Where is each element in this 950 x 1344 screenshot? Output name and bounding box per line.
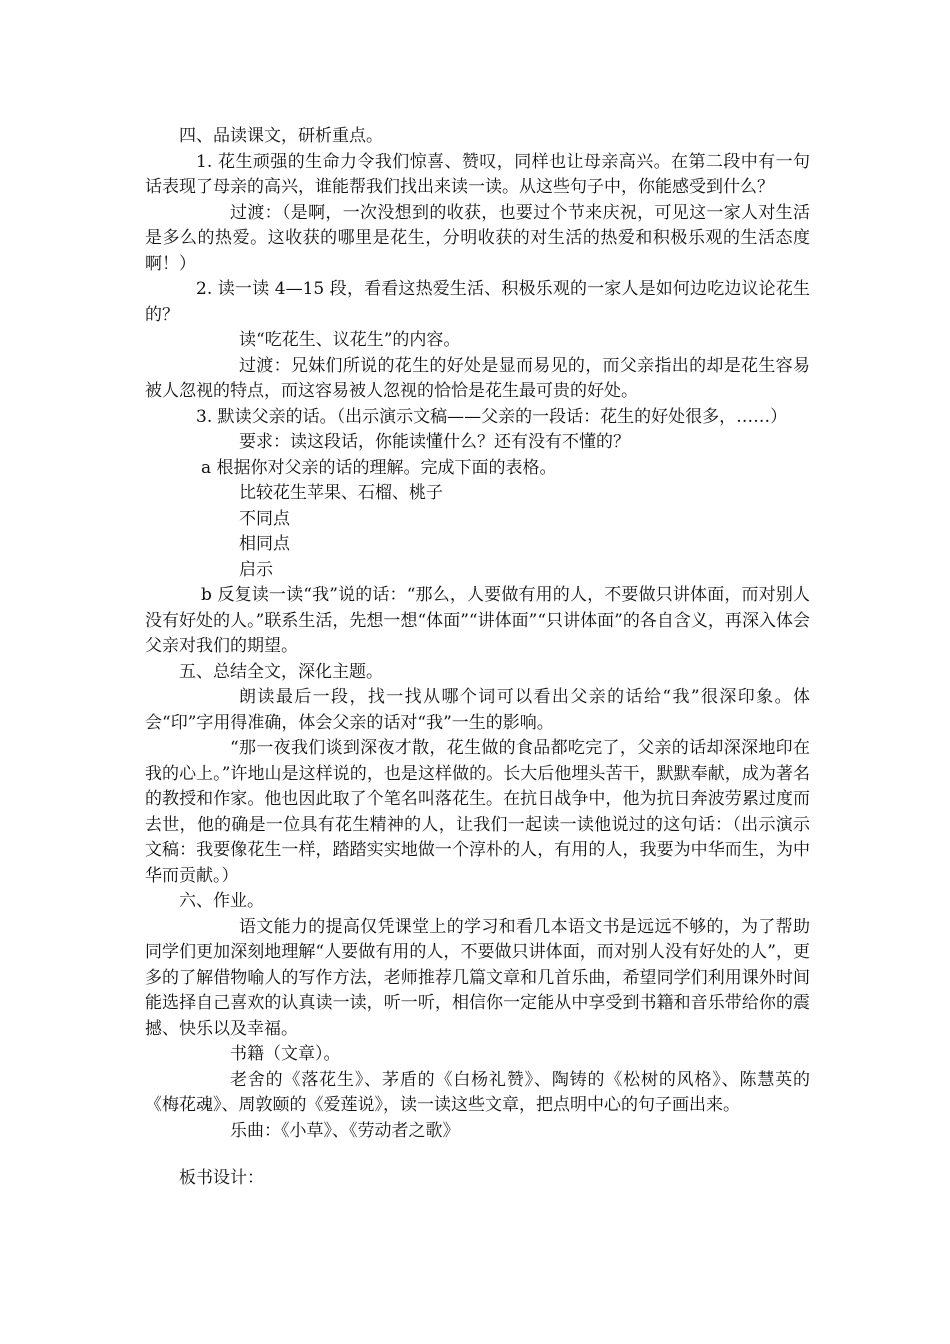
paragraph: 读“吃花生、议花生”的内容。 xyxy=(239,330,461,350)
paragraph: a 根据你对父亲的话的理解。完成下面的表格。 xyxy=(201,457,557,478)
paragraph: 要求：读这段话，你能读懂什么？还有没有不懂的？ xyxy=(239,432,630,452)
paragraph: “那一夜我们谈到深夜才散，花生做的食品都吃完了，父亲的话却深深地印在我的心上。”许地山是这样说的，也是这样做的。长大后他埋头苦干，默默奉献，成为著名的教授和作家。他也因此取了个笔名叫落花生。在抗日战争中，他为抗日奔波劳累过度而去世，他的确是一位具有花生精神的人，让我们一起读一读他说过的这句话：（出示演示文稿：我要像花生一样，踏踏实实地做一个淳朴的人，有用的人，我要为中华而生，为中华而贡献。） xyxy=(145,738,810,886)
paragraph: 老舍的《落花生》、茅盾的《白杨礼赞》、陶铸的《松树的风格》、陈慧英的《梅花魂》、周敦颐的《爱莲说》，读一读这些文章，把点明中心的句子画出来。 xyxy=(145,1069,810,1115)
paragraph: 相同点 xyxy=(239,534,290,554)
blank-line xyxy=(145,1144,810,1166)
paragraph: 过渡：兄妹们所说的花生的好处是显而易见的，而父亲指出的却是花生容易被人忽视的特点，而这容易被人忽视的恰恰是花生最可贵的好处。 xyxy=(145,355,810,401)
paragraph: 启示 xyxy=(239,559,273,580)
paragraph: 比较花生苹果、石榴、桃子 xyxy=(239,483,443,503)
paragraph: 3. 默读父亲的话。（出示演示文稿——父亲的一段话：花生的好处很多，……） xyxy=(196,406,788,427)
paragraph: 板书设计： xyxy=(179,1168,264,1188)
paragraph: 朗读最后一段，找一找从哪个词可以看出父亲的话给“我”很深印象。体会“印”字用得准确，体会父亲的话对“我”一生的影响。 xyxy=(145,687,810,733)
paragraph: 1. 花生顽强的生命力令我们惊喜、赞叹，同样也让母亲高兴。在第二段中有一句话表现了母亲的高兴，谁能帮我们找出来读一读。从这些句子中，你能感受到什么？ xyxy=(145,151,810,197)
paragraph: 语文能力的提高仅凭课堂上的学习和看几本语文书是远远不够的，为了帮助同学们更加深刻地理解“人要做有用的人，不要做只讲体面，而对别人没有好处的人”，更多的了解借物喻人的写作方法，老师推荐几篇文章和几首乐曲，希望同学们利用课外时间能选择自己喜欢的认真读一读，听一听，相信你一定能从中享受到书籍和音乐带给你的震撼、快乐以及幸福。 xyxy=(145,916,810,1039)
paragraph: 乐曲：《小草》、《劳动者之歌》 xyxy=(230,1120,460,1141)
paragraph: 四、品读课文，研析重点。 xyxy=(179,126,383,146)
document-body xyxy=(145,124,810,1192)
paragraph: 六、作业。 xyxy=(179,891,264,911)
paragraph: 书籍（文章）。 xyxy=(230,1044,341,1064)
paragraph: 五、总结全文，深化主题。 xyxy=(179,661,383,682)
paragraph: 不同点 xyxy=(239,508,290,529)
paragraph: 过渡：（是啊，一次没想到的收获，也要过个节来庆祝，可见这一家人对生活是多么的热爱。这收获的哪里是花生，分明收获的对生活的热爱和积极乐观的生活态度啊！） xyxy=(145,202,810,274)
paragraph: 2. 读一读 4—15 段，看看这热爱生活、积极乐观的一家人是如何边吃边议论花生的？ xyxy=(145,279,810,325)
paragraph: b 反复读一读“我”说的话：“那么，人要做有用的人，不要做只讲体面，而对别人没有好处的人。”联系生活，先想一想“体面”“讲体面”“只讲体面”的各自含义，再深入体会父亲对我们的期望。 xyxy=(145,585,810,656)
